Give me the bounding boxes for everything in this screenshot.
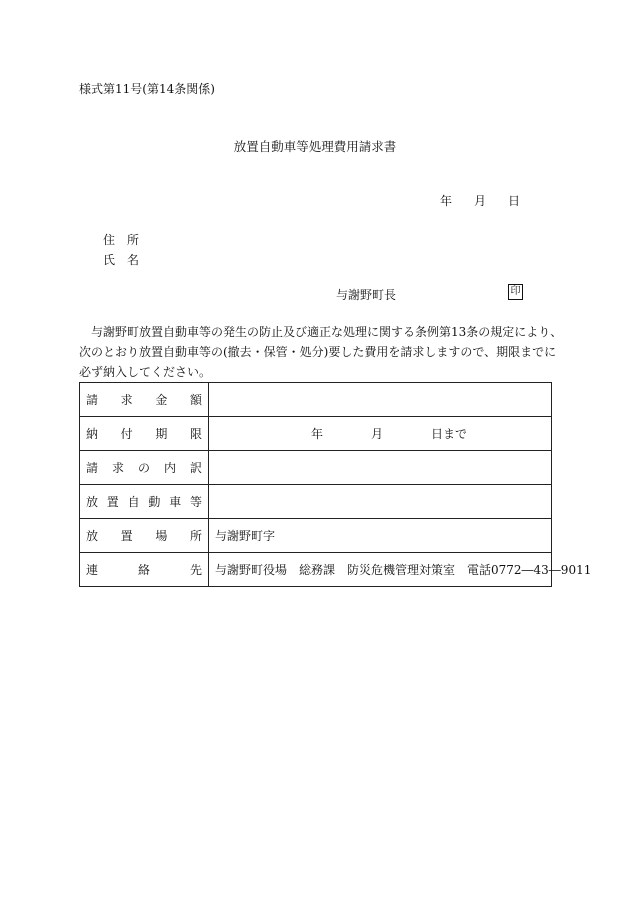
claim-breakdown-label-text [86,459,202,476]
form-number: 様式第11号(第14条関係) [79,82,215,96]
date-line [440,192,520,209]
label-char: 金 [155,393,168,407]
label-char: 放 [86,495,99,509]
document-title: 放置自動車等処理費用請求書 [233,139,397,154]
deadline-date [215,425,551,442]
label-char: の [137,461,150,475]
claim-amount-value [209,383,552,417]
body-line-2: 次のとおり放置自動車等の(撤去・保管・処分)要した費用を請求しますので、期限までに [79,345,557,359]
abandoned-vehicle-label-text [86,493,202,510]
payment-deadline-label-text [86,425,202,442]
label-char: 訳 [189,461,202,475]
label-char: 求 [111,461,124,475]
label-char: 場 [155,529,168,543]
contact-label-text [86,561,202,578]
label-char: 絡 [137,563,150,577]
label-char: 期 [155,427,168,441]
deadline-year: 年 [311,427,324,441]
address-label: 住 所 [103,233,140,247]
contact-value: 与謝野町役場 総務課 防災危機管理対策室 電話0772―43―9011 [209,553,552,587]
abandoned-location-label [80,519,209,553]
name-label: 氏 名 [103,253,140,267]
label-char: 所 [189,529,202,543]
deadline-day: 日まで [431,427,468,441]
abandoned-location-value: 与謝野町字 [209,519,552,553]
label-char: 額 [189,393,202,407]
payment-deadline-label [80,417,209,451]
label-char: 限 [189,427,202,441]
label-char: 請 [86,393,99,407]
body-line-1: 与謝野町放置自動車等の発生の防止及び適正な処理に関する条例第13条の規定により、 [91,325,563,339]
label-char: 先 [189,563,202,577]
claim-table [79,382,592,587]
table-row-payment-deadline [80,417,552,451]
abandoned-vehicle-label [80,485,209,519]
label-char: 自 [127,495,140,509]
label-char: 放 [86,529,99,543]
claim-breakdown-label [80,451,209,485]
label-char: 納 [86,427,99,441]
seal-stamp-box: 印 [508,284,523,300]
abandoned-vehicle-value [209,485,552,519]
mayor-title: 与謝野町長 [336,288,397,302]
label-char: 動 [148,495,161,509]
table-row-contact [80,553,552,587]
label-char: 請 [86,461,99,475]
date-month-label: 月 [474,194,487,208]
table-row-abandoned-location [80,519,552,553]
date-year-label: 年 [440,194,453,208]
label-char: 付 [120,427,133,441]
claim-amount-label [80,383,209,417]
body-line-3: 必ず納入してください。 [79,365,212,379]
table-row-claim-breakdown [80,451,552,485]
label-char: 求 [120,393,133,407]
body-paragraph [79,322,563,382]
claim-amount-label-text [86,391,202,408]
table-row-abandoned-vehicle [80,485,552,519]
label-char: 連 [86,563,99,577]
payment-deadline-value [209,417,552,451]
label-char: 置 [106,495,119,509]
deadline-month: 月 [371,427,384,441]
label-char: 内 [163,461,176,475]
abandoned-location-label-text [86,527,202,544]
label-char: 車 [169,495,182,509]
table-row-claim-amount [80,383,552,417]
contact-label [80,553,209,587]
label-char: 置 [120,529,133,543]
date-day-label: 日 [508,194,521,208]
label-char: 等 [189,495,202,509]
claim-breakdown-value [209,451,552,485]
